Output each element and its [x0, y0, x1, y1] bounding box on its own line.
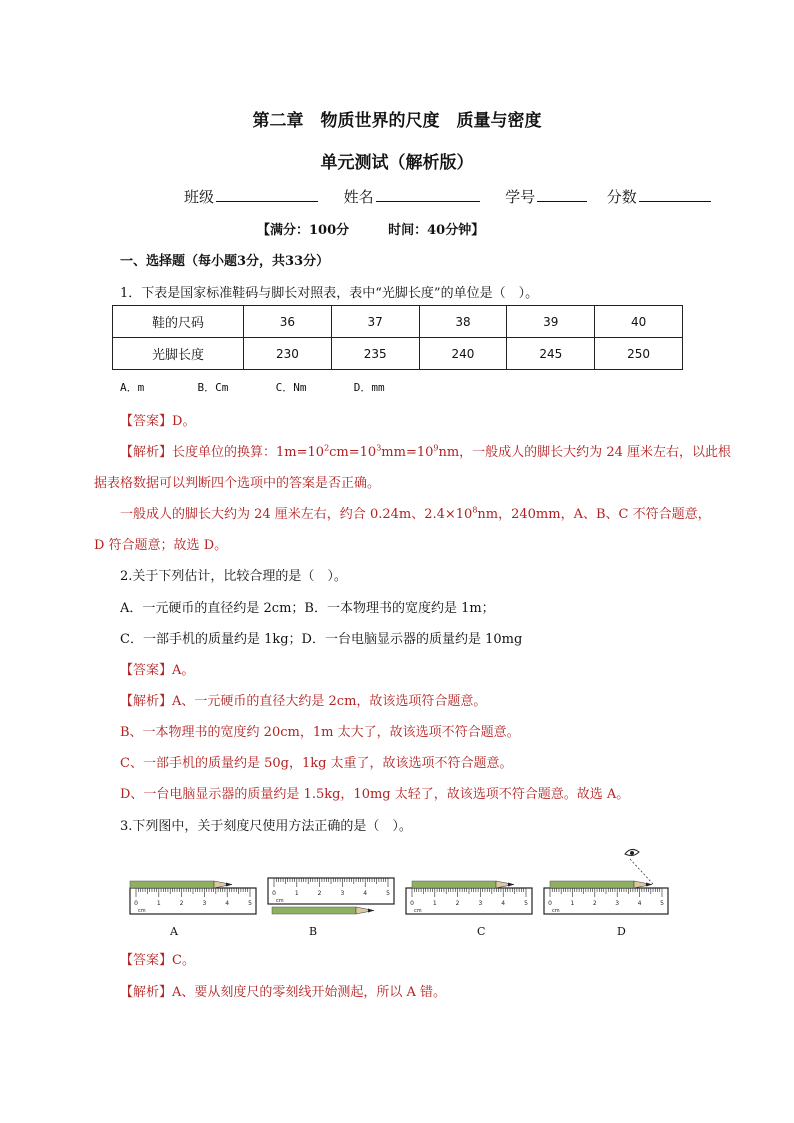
q2-question: 2.关于下列估计，比较合理的是（ ）。: [120, 569, 347, 584]
name-blank[interactable]: [376, 187, 480, 202]
ruler-number: 1: [432, 900, 437, 907]
ruler-unit: cm: [276, 898, 284, 904]
id-label: 学号: [505, 188, 536, 206]
table-cell: 36: [244, 306, 332, 338]
superscript: 3: [376, 443, 382, 453]
ruler-number: 2: [455, 900, 460, 907]
ruler-number: 0: [410, 900, 414, 907]
class-label: 班级: [184, 188, 215, 206]
ruler-number: 5: [386, 890, 390, 897]
q1-analysis-line4: D 符合题意；故选 D。: [94, 538, 228, 553]
pencil-body: [550, 881, 634, 888]
ruler-number: 2: [592, 900, 597, 907]
q2-answer: [120, 659, 194, 678]
answer-label: 【答案】: [120, 953, 173, 968]
q2-analysis-line3: C、一部手机的质量约是 50g，1kg 太重了，故该选项不符合题意。: [120, 756, 513, 771]
ruler-number: 3: [478, 900, 483, 907]
q2-analysis-line4: D、一台电脑显示器的质量约是 1.5kg，10mg 太轻了，故该选项不符合题意。故选 A。: [120, 787, 630, 802]
q2-options-cd: C．一部手机的质量约是 1kg；D．一台电脑显示器的质量约是 10mg: [120, 632, 523, 647]
q1-answer: [120, 410, 195, 429]
ruler-number: 1: [570, 900, 575, 907]
ruler-unit: cm: [138, 908, 146, 914]
ruler-number: 5: [524, 900, 528, 907]
pencil-lead: [508, 883, 514, 887]
superscript: 2: [324, 443, 330, 453]
table-row-head: 鞋的尺码: [113, 306, 244, 338]
table-row: [113, 306, 683, 338]
table-cell: 240: [419, 338, 507, 370]
option-a: A．m: [120, 381, 145, 394]
eye-pupil-icon: [630, 851, 634, 855]
page-title: 第二章 物质世界的尺度 质量与密度: [252, 111, 542, 131]
analysis-label: 【解析】: [120, 985, 173, 1000]
q1-analysis-line3: [120, 503, 711, 522]
pencil-body: [272, 907, 356, 914]
score-blank[interactable]: [639, 187, 711, 202]
ruler-number: 5: [660, 900, 664, 907]
table-cell: 40: [595, 306, 683, 338]
q3-question: 3.下列图中，关于刻度尺使用方法正确的是（ ）。: [120, 819, 412, 834]
ruler-number: 0: [548, 900, 552, 907]
q1-analysis-line1: [120, 441, 731, 460]
table-row: [113, 338, 683, 370]
ruler-figures: [120, 840, 680, 940]
superscript: 9: [433, 443, 439, 453]
pencil-lead: [226, 883, 232, 887]
ruler-number: 2: [317, 890, 322, 897]
ruler-number: 3: [340, 890, 345, 897]
table-row-head: 光脚长度: [113, 338, 244, 370]
score-time-line: 【满分：100分 时间：40分钟】: [257, 223, 485, 238]
table-cell: 250: [595, 338, 683, 370]
ruler-number: 0: [272, 890, 276, 897]
answer-value: C。: [172, 953, 195, 968]
student-info-line: [184, 186, 711, 207]
ruler-number: 4: [225, 900, 230, 907]
analysis-text: mm=10: [381, 445, 434, 460]
section-heading: 一、选择题（每小题3分，共33分）: [120, 254, 330, 269]
analysis-text: A、要从刻度尺的零刻线开始测起，所以 A 错。: [172, 985, 447, 1000]
q2-analysis-line1: [120, 690, 486, 709]
ruler-number: 5: [248, 900, 252, 907]
table-cell: 245: [507, 338, 595, 370]
q3-answer: [120, 949, 195, 968]
table-cell: 39: [507, 306, 595, 338]
analysis-label: 【解析】: [120, 694, 173, 709]
ruler-number: 3: [202, 900, 207, 907]
ruler-number: 4: [637, 900, 642, 907]
figure-label-b: B: [309, 925, 318, 938]
q3-analysis-line1: [120, 981, 446, 1000]
name-label: 姓名: [343, 188, 374, 206]
option-b: B．Cm: [197, 381, 229, 394]
analysis-text: nm，一般成人的脚长大约为 24 厘米左右，以此根: [438, 445, 731, 460]
score-label: 分数: [606, 188, 637, 206]
figure-label-a: A: [170, 925, 178, 938]
page-subtitle: 单元测试（解析版）: [320, 153, 474, 173]
answer-value: A。: [172, 663, 195, 678]
q2-options-ab: A．一元硬币的直径约是 2cm；B．一本物理书的宽度约是 1m；: [120, 601, 495, 616]
superscript: 8: [472, 505, 478, 515]
ruler-unit: cm: [552, 908, 560, 914]
answer-label: 【答案】: [120, 414, 173, 429]
table-cell: 38: [419, 306, 507, 338]
shoe-size-table: [112, 305, 683, 370]
id-blank[interactable]: [537, 187, 587, 202]
answer-value: D。: [172, 414, 196, 429]
analysis-text: 一般成人的脚长大约为 24 厘米左右，约合 0.24m、2.4×10: [120, 507, 473, 522]
analysis-label: 【解析】: [120, 445, 173, 460]
q2-analysis-line2: B、一本物理书的宽度约 20cm，1m 太大了，故该选项不符合题意。: [120, 725, 520, 740]
ruler-number: 1: [294, 890, 299, 897]
figure-label-c: C: [477, 925, 486, 938]
pencil-body: [412, 881, 496, 888]
option-d: D．mm: [353, 381, 385, 394]
ruler-number: 4: [363, 890, 368, 897]
analysis-text: cm=10: [329, 445, 377, 460]
q1-question: 1．下表是国家标准鞋码与脚长对照表，表中“光脚长度”的单位是（ ）。: [120, 286, 539, 301]
ruler-unit: cm: [414, 908, 422, 914]
answer-label: 【答案】: [120, 663, 173, 678]
table-cell: 230: [244, 338, 332, 370]
pencil-lead: [646, 883, 652, 887]
ruler-number: 3: [615, 900, 620, 907]
q1-analysis-line2: 据表格数据可以判断四个选项中的答案是否正确。: [94, 476, 381, 491]
ruler-number: 1: [156, 900, 161, 907]
option-c: C．Nm: [275, 381, 307, 394]
ruler-number: 0: [134, 900, 138, 907]
analysis-text: nm，240mm，A、B、C 不符合题意，: [477, 507, 711, 522]
q1-options: [120, 379, 385, 395]
ruler-number: 4: [501, 900, 506, 907]
table-cell: 235: [331, 338, 419, 370]
sight-line: [630, 859, 653, 884]
pencil-lead: [368, 909, 374, 913]
pencil-body: [130, 881, 214, 888]
table-cell: 37: [331, 306, 419, 338]
class-blank[interactable]: [216, 187, 318, 202]
figure-label-d: D: [617, 925, 626, 938]
analysis-text: 长度单位的换算：1m=10: [172, 445, 325, 460]
ruler-number: 2: [179, 900, 184, 907]
analysis-text: A、一元硬币的直径大约是 2cm，故该选项符合题意。: [172, 694, 487, 709]
